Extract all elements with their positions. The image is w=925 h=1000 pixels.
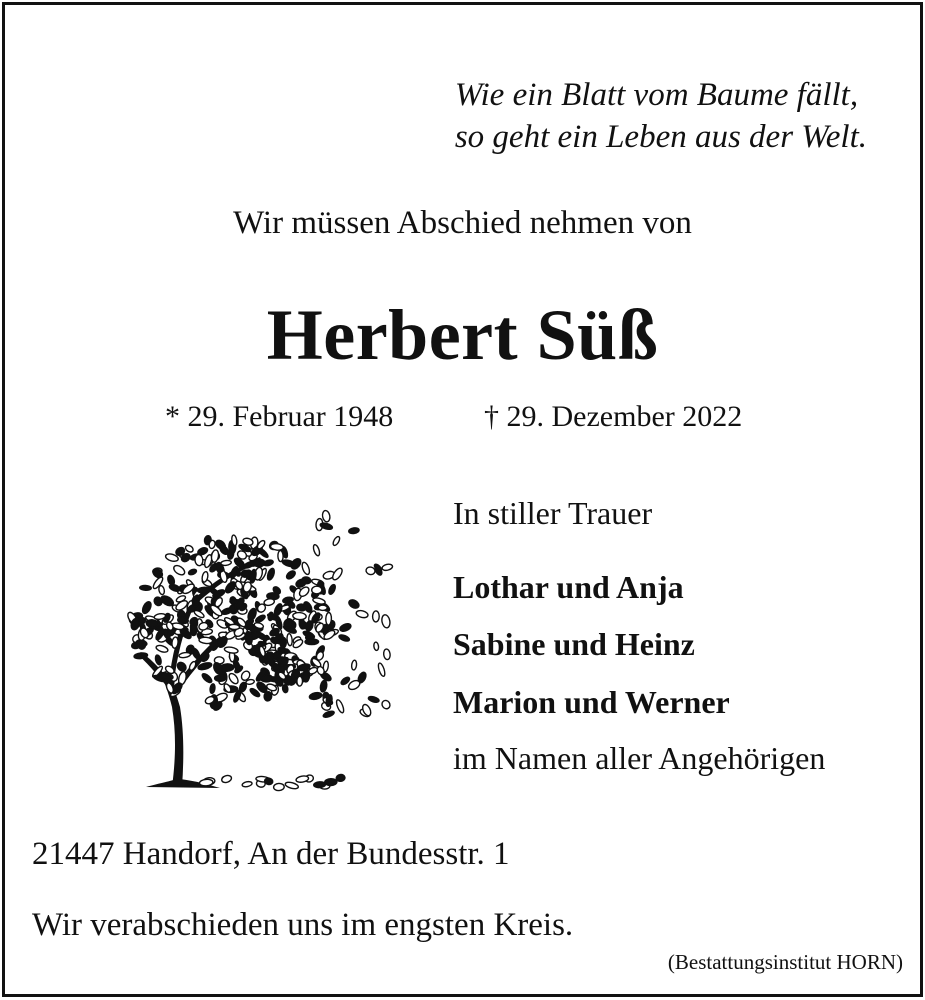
- windswept-tree-icon: [110, 495, 400, 795]
- deceased-name: Herbert Süß: [266, 295, 659, 375]
- farewell-note: Wir verabschieden uns im engsten Kreis.: [32, 907, 574, 943]
- family-name-2: Sabine und Heinz: [453, 626, 695, 662]
- family-name-1: Lothar und Anja: [453, 569, 684, 605]
- undertaker-credit: (Bestattungsinstitut HORN): [667, 950, 903, 974]
- epigraph-quote: [455, 74, 867, 158]
- quote-line-1: Wie ein Blatt vom Baume fällt,: [454, 77, 859, 113]
- quote-line-2: so geht ein Leben aus der Welt.: [454, 119, 867, 155]
- address: 21447 Handorf, An der Bundesstr. 1: [32, 836, 510, 872]
- birth-date: * 29. Februar 1948: [165, 400, 394, 433]
- intro-text: Wir müssen Abschied nehmen von: [233, 205, 692, 241]
- mourning-heading: In stiller Trauer: [453, 495, 653, 531]
- family-name-3: Marion und Werner: [453, 684, 730, 720]
- death-date: † 29. Dezember 2022: [484, 400, 743, 433]
- mourning-closing: im Namen aller Angehörigen: [453, 740, 826, 776]
